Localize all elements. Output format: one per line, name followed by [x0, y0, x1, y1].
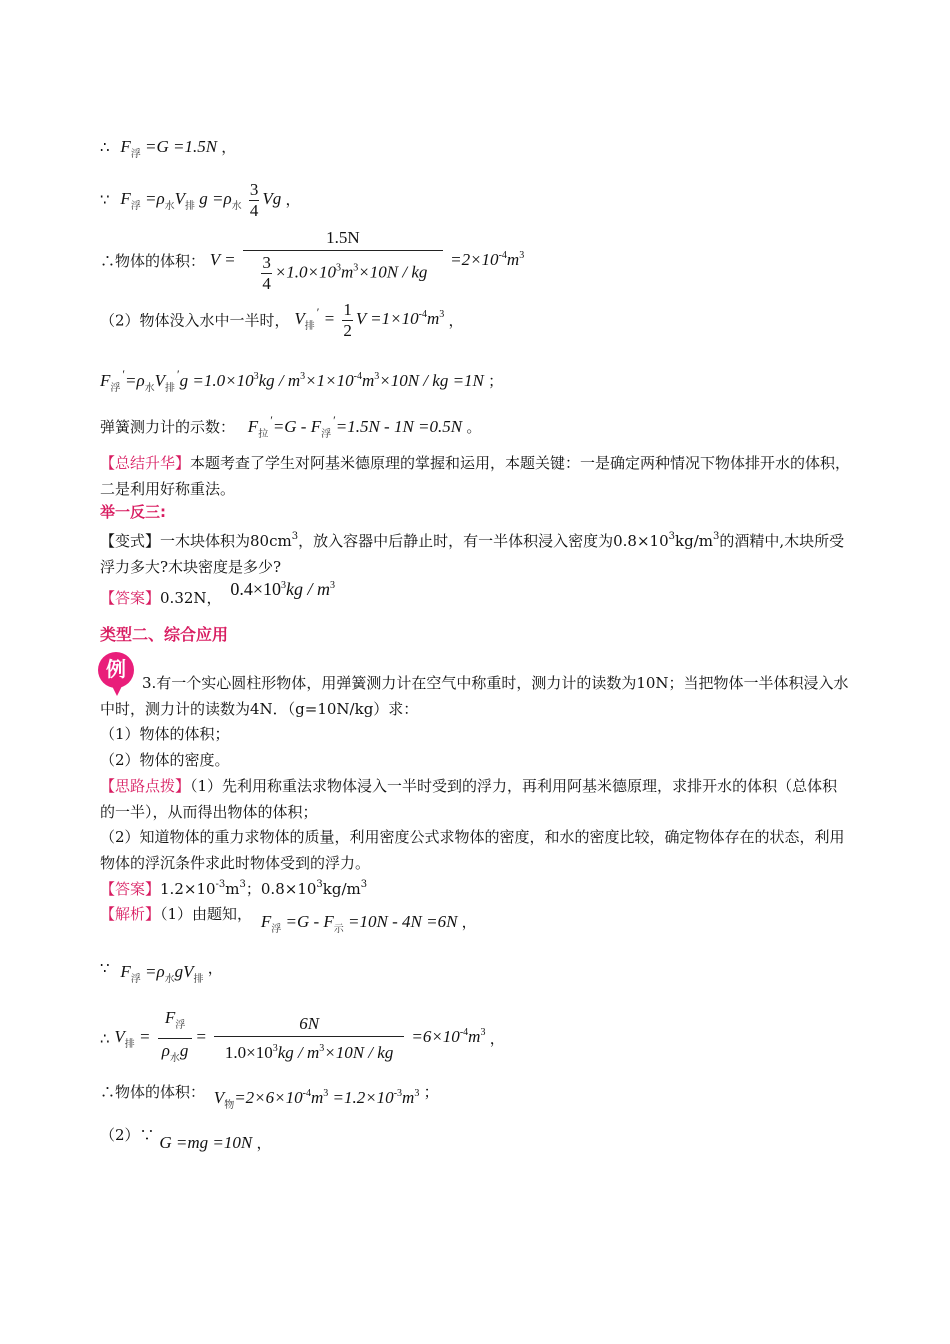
answer-tag: 【答案】: [100, 880, 161, 898]
question-2: （2）物体的密度。: [100, 751, 230, 769]
exponent: 3: [414, 1088, 420, 1099]
equation-text: V =: [209, 249, 236, 269]
equation-text: ×1×10: [305, 371, 354, 390]
var-f: F: [247, 417, 259, 436]
solution-line-1: [100, 137, 236, 165]
type-two-heading: 类型二、综合应用: [100, 625, 229, 644]
equation-text: =ρ: [144, 189, 165, 209]
equation-text: gV: [174, 962, 194, 981]
line-label: ∴物体的体积：: [100, 252, 206, 270]
prime-mark: ′: [333, 413, 336, 427]
exponent: -3: [215, 879, 226, 890]
exponent: -3: [393, 1088, 403, 1099]
exponent: 3: [280, 580, 286, 591]
subscript-float: 浮: [130, 201, 141, 213]
because-symbol: ∵: [100, 190, 110, 209]
therefore-symbol: ∴: [100, 138, 110, 156]
solution-line-3: [100, 228, 524, 294]
because-symbol: ∵: [139, 1126, 155, 1144]
equation-text: =6×10: [411, 1027, 460, 1047]
equation-text: V =1×10: [355, 309, 419, 329]
answer-tag: 【答案】: [100, 589, 161, 607]
therefore-symbol: ∴: [100, 1029, 110, 1048]
unit: kg / m: [285, 579, 330, 599]
punctuation: ；: [423, 1083, 439, 1101]
equation-text: =: [323, 309, 336, 329]
solution-line-2: [100, 180, 301, 221]
variant-text: ，放入容器中后静止时，有一半体积浸入密度为0.8×10: [298, 532, 669, 550]
equation-text: =: [138, 1027, 151, 1047]
subscript-displaced: 排: [165, 383, 176, 394]
subscript-water: 水: [164, 201, 175, 213]
unit: m: [361, 371, 375, 390]
fraction-denominator: $\frac{3}{4}$ $\times 1.0\times 10^3m^3\times 10N$ / kg: [262, 253, 428, 293]
summary-paragraph: [100, 450, 852, 502]
line-label: （2）: [100, 1126, 140, 1144]
subscript-object: 物: [224, 1100, 235, 1111]
equation-text: =1.2×10: [332, 1088, 394, 1107]
variant-tag: 【变式】: [100, 532, 161, 550]
answer-text: 0.32N，: [160, 589, 222, 607]
exponent: 3: [519, 249, 525, 261]
answer-text: kg/m: [322, 880, 361, 898]
equation-text: =G - F: [272, 417, 322, 436]
equation-text: g =ρ: [199, 189, 232, 209]
answer-text: 1.2×10: [160, 880, 216, 898]
subscript-water: 水: [144, 383, 155, 394]
unit: kg / m: [258, 371, 301, 390]
summary-text: 本题考查了学生对阿基米德原理的掌握和运用，本题关键：一是确定两种情况下物体排开水的体积，二是利用好称重法。: [100, 454, 851, 498]
question-1: （1）物体的体积；: [100, 725, 230, 743]
var-v: V: [114, 1027, 125, 1047]
answer-3: [100, 875, 367, 899]
subscript-pull: 拉: [258, 429, 269, 440]
example-3-text: 3.有一个实心圆柱形物体，用弹簧测力计在空气中称重时，测力计的读数为10N；当把物体一半体积浸入水中时，测力计的读数为4N．（g=10N/kg）求：: [100, 674, 849, 718]
answer-text: ；0.8×10: [245, 880, 317, 898]
exponent: 3: [712, 531, 720, 542]
subscript-float: 浮: [271, 924, 282, 935]
analysis-tag: 【解析】: [100, 905, 161, 923]
exponent: -4: [353, 371, 362, 382]
equation-text: =G - F: [285, 912, 334, 931]
exponent: 3: [316, 879, 323, 890]
example-badge-icon: 例: [98, 652, 134, 688]
punctuation: ，: [256, 1134, 272, 1152]
analysis-text: （1）由题知，: [160, 905, 253, 923]
solution3-line-4: [100, 1125, 272, 1152]
unit: m: [402, 1088, 415, 1107]
unit: m: [506, 249, 520, 269]
solution3-line-2: [100, 1008, 505, 1069]
fraction: [243, 228, 443, 294]
equation-text: ×10N / kg =1N: [379, 371, 484, 390]
fraction: $\frac{3}{4}$: [249, 180, 259, 220]
punctuation: ，: [448, 311, 464, 330]
exponent: 3: [253, 371, 259, 382]
exponent: 3: [668, 531, 675, 542]
subscript-float: 浮: [130, 974, 141, 985]
exponent: 3: [329, 580, 335, 591]
subscript-float: 浮: [321, 429, 332, 440]
equation-text: =1.5N - 1N =0.5N: [335, 417, 463, 436]
prime-mark: ′: [122, 367, 126, 381]
var-f: F: [120, 137, 131, 156]
equation-text: =2×10: [450, 249, 499, 269]
solution-line-5: [100, 364, 503, 399]
variant-text: 的酒精中,木块所受浮力多大?木块密度是多少?: [100, 532, 845, 576]
subscript-water: 水: [164, 974, 175, 985]
exponent: 3: [300, 371, 306, 382]
line-label: ∴物体的体积：: [100, 1083, 206, 1101]
exponent: 3: [360, 879, 368, 890]
hint-paragraph-1: [100, 773, 852, 825]
prime-mark: ′: [177, 367, 180, 381]
subscript-water: 水: [231, 201, 242, 213]
equation-text: Vg: [262, 189, 282, 209]
exponent: 3: [323, 1088, 329, 1099]
solution3-line-3: [100, 1078, 439, 1110]
var-v: V: [154, 371, 166, 390]
because-symbol: ∵: [100, 959, 110, 977]
punctuation: ，: [221, 138, 237, 156]
equation-text: =ρ: [125, 371, 145, 390]
analysis-line: [100, 904, 477, 935]
prime-mark: ′: [270, 413, 273, 427]
hint-paragraph-2: （2）知道物体的重力求物体的质量，利用密度公式求物体的密度，和水的密度比较，确定物体存在的状态，利用物体的浮沉条件求此时物体受到的浮力。: [100, 828, 845, 872]
exponent: 3: [480, 1027, 486, 1039]
var-f: F: [100, 371, 111, 390]
subscript-displaced: 排: [185, 201, 195, 213]
variant-text: kg/m: [675, 532, 713, 550]
summary-tag: 【总结升华】: [100, 454, 191, 472]
subscript-displaced: 排: [193, 974, 204, 985]
solution-line-6: [100, 410, 481, 445]
var-v: V: [174, 189, 185, 209]
subscript-shown: 示: [333, 924, 344, 935]
fraction: $\frac{F_浮}{\rho_水g}$: [158, 1008, 193, 1069]
exponent: -4: [418, 309, 427, 321]
line-label: （2）物体没入水中一半时，: [100, 311, 290, 330]
unit: m: [426, 309, 440, 329]
variant-paragraph: [100, 524, 852, 580]
punctuation: ，: [285, 190, 301, 209]
punctuation: ；: [488, 372, 504, 390]
variant-text: 一木块体积为80cm: [160, 532, 292, 550]
hint-tag: 【思路点拨】: [100, 777, 191, 795]
punctuation: ，: [489, 1029, 505, 1048]
equation-text: G =mg =10N: [159, 1133, 253, 1152]
punctuation: 。: [466, 418, 482, 436]
subscript-displaced: 排: [124, 1039, 135, 1051]
solution-line-4: [100, 300, 464, 341]
fraction: $\frac{6N}{1.0\times 10^3kg / m^3\times 10N / kg}$: [214, 1014, 404, 1063]
equation-text: =: [195, 1027, 207, 1047]
equation-text: =ρ: [144, 962, 165, 981]
prime-mark: ′: [316, 305, 320, 320]
subscript-displaced: 排: [304, 321, 315, 333]
subscript-float: 浮: [110, 383, 121, 394]
equation-text: =2×6×10: [234, 1088, 303, 1107]
subscript-float: 浮: [130, 149, 141, 160]
exponent: -4: [302, 1088, 311, 1099]
exponent: 3: [291, 531, 299, 542]
exponent: -4: [498, 249, 507, 261]
hint-text: （1）先利用称重法求物体浸入一半时受到的浮力，再利用阿基米德原理，求排开水的体积（总体积的一半），从而得出物体的体积；: [100, 777, 838, 821]
practice-heading: 举一反三:: [100, 503, 166, 521]
variant-answer: [100, 579, 335, 608]
exponent: 3: [239, 879, 246, 890]
answer-formula: 0.4×10: [230, 579, 281, 599]
punctuation: ，: [207, 959, 223, 977]
punctuation: ，: [461, 913, 477, 931]
equation-text: =G =1.5N: [144, 137, 218, 156]
fraction-numerator: 1.5N: [243, 228, 443, 251]
equation-text: g =1.0×10: [179, 371, 254, 390]
unit: m: [468, 1027, 481, 1047]
var-f: F: [120, 189, 131, 209]
line-label: 弹簧测力计的示数：: [100, 418, 236, 436]
equation-text: =10N - 4N =6N: [348, 912, 458, 931]
var-f: F: [260, 912, 272, 931]
answer-text: m: [225, 880, 240, 898]
var-v: V: [213, 1088, 225, 1107]
fraction: $\frac{1}{2}$: [343, 300, 352, 340]
exponent: 3: [439, 309, 445, 321]
unit: m: [310, 1088, 324, 1107]
exponent: 3: [374, 371, 380, 382]
solution3-line-1: [100, 958, 223, 986]
var-v: V: [294, 309, 305, 329]
exponent: -4: [459, 1027, 469, 1039]
fraction: $\frac{3}{4}$: [262, 253, 271, 293]
var-f: F: [120, 962, 131, 981]
